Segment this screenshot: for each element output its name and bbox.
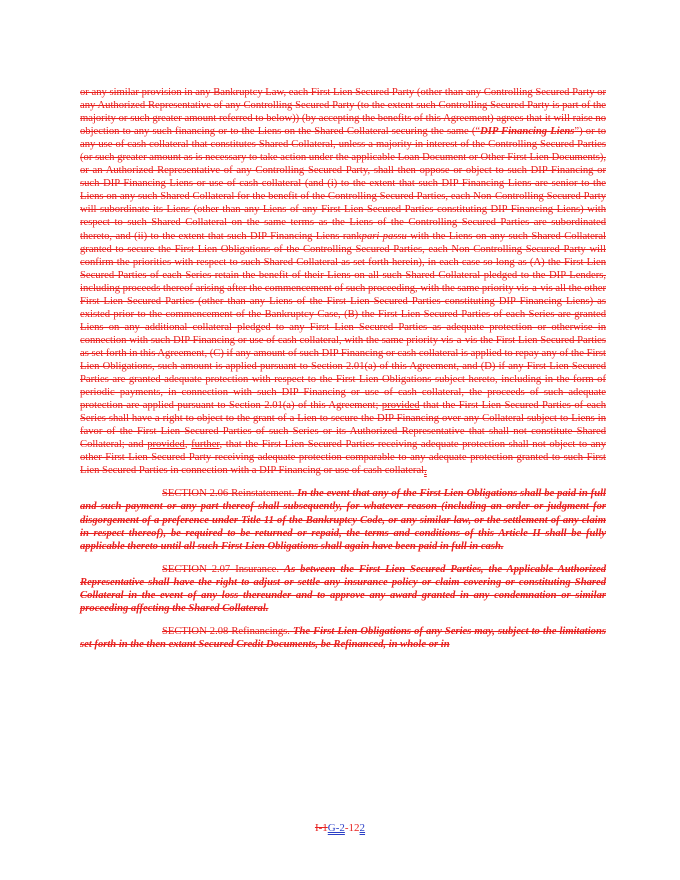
section-heading: SECTION 2.08 Refinancings. xyxy=(162,625,290,637)
paragraph-text: with the Liens on any such Shared Collateral granted to secure the First Lien Obligations of the Controlling Secured Parties, each Non-Controlling Secured Party will confirm the priorities with respect to such Shared Collateral as set forth herein), in each case so long as (A) the First Lien Secured Parties of each Series retain the benefit of their Liens on all such Shared Collateral pledged to the DIP Lenders, including proceeds thereof arising after the commencement of such proceeding, with the same priority vis-a-vis all the other First Lien Secured Parties (other than any Liens of the First Lien Secured Parties constituting DIP Financing Liens) as existed prior to the commencement of the Bankruptcy Case, (B) the First Lien Secured Parties of each Series are granted Liens on any additional collateral pledged to any First Lien Secured Parties as adequate protection or otherwise in connection with such DIP Financing or use of cash collateral, with the same priority vis-a-vis the First Lien Secured Parties as set forth in this Agreement, (C) if any amount of such DIP Financing or cash collateral is applied to repay any of the First Lien Obligations, such amount is applied pursuant to Section 2.01(a) of this Agreement, and (D) if any First Lien Secured Parties are granted adequate protection with respect to the First Lien Obligations subject hereto, including in the form of periodic payments, in connection with such DIP Financing or use of cash collateral, the proceeds of such adequate protection are applied pursuant to Section 2.01(a) of this Agreement; xyxy=(80,230,606,412)
page-number-deleted: I-1 xyxy=(314,822,328,834)
proviso-word: further xyxy=(191,439,220,451)
page-number-suffix-inserted: 2 xyxy=(359,822,366,834)
section-2-08 xyxy=(80,625,606,651)
latin-term: pari passu xyxy=(361,230,407,242)
paragraph-text: that the First Lien Secured Parties of each Series shall have a right to object to the grant of a Lien to secure the DIP Financing over any Collateral subject to Liens in favor of the First Lien Secured Parties of such Series or its Authorized Representative that shall not constitute Shared Collateral; and xyxy=(80,400,606,451)
paragraph-text: or any similar provision in any Bankruptcy Law, each First Lien Secured Party (other than any Controlling Secured Party or any Authorized Representative of any Controlling Secured Party (to the extent such Controlling Secured Party is part of the majority or such greater amount referred to below)) (by accepting the benefits of this Agreement) agrees that it will raise no objection to any such financing or to the Liens on the Shared Collateral securing the same (“ xyxy=(80,87,606,138)
proviso-word: provided xyxy=(381,400,420,412)
document-body xyxy=(80,86,606,651)
paragraph-text: ”) or to any use of cash collateral that constitutes Shared Collateral, unless a majority in interest of the Controlling Secured Parties (or such greater amount as is necessary to take action under the applicable Loan Document or Other First Lien Documents), or an Authorized Representative of any Controlling Secured Party, shall then oppose or object to such DIP Financing or such DIP Financing Liens or use of cash collateral (and (i) to the extent that such DIP Financing Liens are senior to the Liens on any such Shared Collateral for the benefit of the Controlling Secured Parties, each Non-Controlling Secured Party will subordinate its Liens (other than any Liens of any First Lien Secured Parties constituting DIP Financing Liens) with respect to such Shared Collateral on the same terms as the Liens of the Controlling Secured Parties are subordinated thereto, and (ii) to the extent that such DIP Financing Liens rank xyxy=(80,126,607,242)
page-number-inserted: G-2 xyxy=(327,822,345,834)
punctuation: , xyxy=(184,439,192,451)
inserted-period: . xyxy=(424,465,427,477)
section-body: The First Lien Obligations of any Series may, subject to the limitations set forth in the then extant Secured Credit Documents, be Refinanced, in whole or in xyxy=(80,625,606,650)
section-2-07 xyxy=(80,563,606,615)
section-body: In the event that any of the First Lien Obligations shall be paid in full and such payment or any part thereof shall subsequently, for whatever reason (including an order or judgment for disgorgement of a preference under Title 11 of the Bankruptcy Code, or any similar law, or the settlement of any claim in respect thereof), be required to be returned or repaid, the terms and conditions of this Article II shall be fully applicable thereto until all such First Lien Obligations shall again have been paid in full in cash. xyxy=(80,488,606,552)
section-2-06 xyxy=(80,487,606,552)
section-heading: SECTION 2.06 Reinstatement. xyxy=(162,488,295,500)
proviso-word: provided xyxy=(147,439,185,451)
defined-term: DIP Financing Liens xyxy=(480,126,575,138)
page-number xyxy=(0,822,680,834)
section-heading: SECTION 2.07 Insurance. xyxy=(162,563,280,575)
section-body: As between the First Lien Secured Parties, the Applicable Authorized Representative shall have the right to adjust or settle any insurance policy or claim covering or constituting Shared Collateral in the event of any loss thereunder and to approve any award granted in any condemnation or similar proceeding affecting the Shared Collateral. xyxy=(80,563,606,614)
page-number-suffix: -12 xyxy=(344,822,360,834)
paragraph-text: , that the First Lien Secured Parties receiving adequate protection shall not object to any other First Lien Secured Party receiving adequate protection comparable to any adequate protection granted to such First Lien Secured Parties in connection with a DIP Financing or use of cash collateral xyxy=(80,439,606,477)
paragraph-dip-financing xyxy=(80,86,606,477)
